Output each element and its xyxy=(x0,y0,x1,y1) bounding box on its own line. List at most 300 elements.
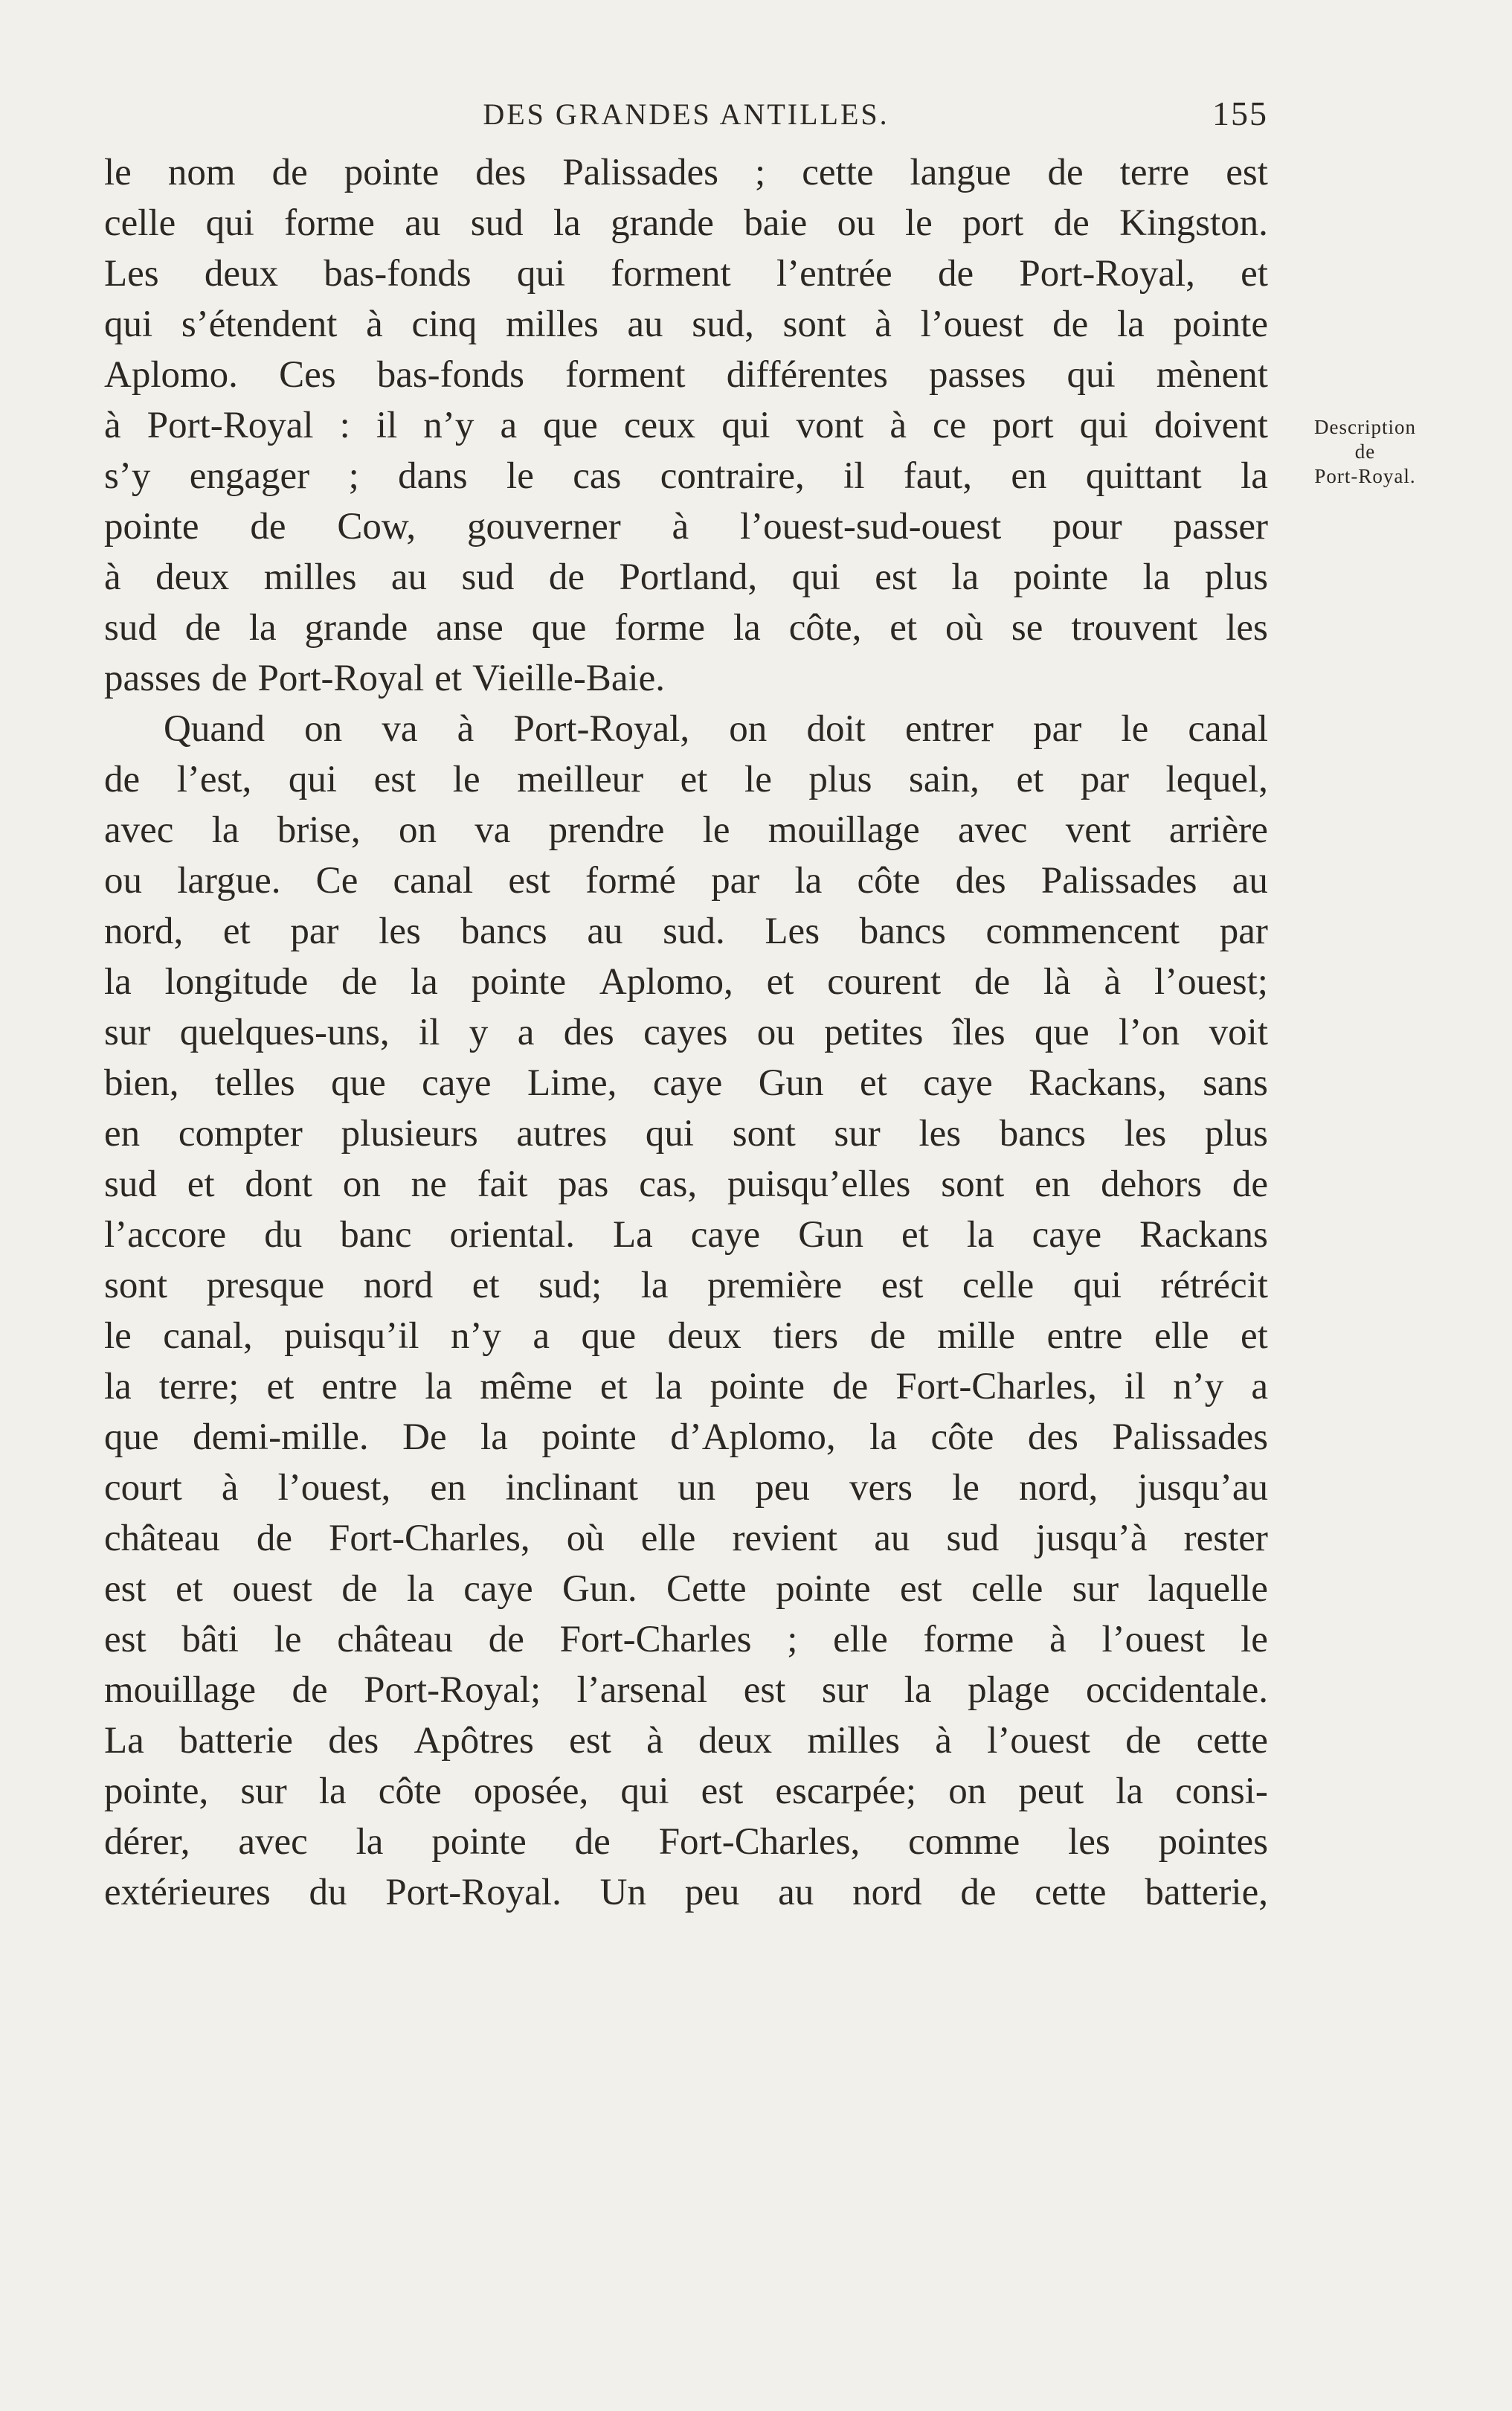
word: est xyxy=(373,759,416,800)
word: Palissades xyxy=(1040,860,1197,902)
word: mouillage xyxy=(768,809,920,851)
word: jusqu’à xyxy=(1035,1518,1148,1559)
word: sur xyxy=(821,1669,869,1711)
word: celle xyxy=(962,1265,1035,1306)
word: le xyxy=(1241,1619,1268,1660)
text-line xyxy=(104,198,1268,248)
word: peu xyxy=(755,1467,810,1509)
word: batterie xyxy=(179,1720,293,1762)
word: dans xyxy=(398,455,468,497)
word: la xyxy=(425,1366,453,1407)
word: sud. xyxy=(663,911,725,952)
text-line xyxy=(104,1260,1268,1311)
word: côte xyxy=(930,1416,994,1458)
word: des xyxy=(1027,1416,1078,1458)
word: la xyxy=(1116,304,1145,345)
word: cas, xyxy=(639,1163,698,1205)
text-line xyxy=(104,451,1268,501)
word: Gun xyxy=(758,1062,824,1104)
word: canal xyxy=(393,860,474,902)
word: l’ouest xyxy=(920,304,1024,345)
running-head xyxy=(104,91,1268,135)
word: et xyxy=(599,1366,628,1407)
word: forment xyxy=(611,253,731,295)
word: deux xyxy=(698,1720,773,1762)
word: Palissades xyxy=(1112,1416,1268,1458)
word: Les xyxy=(104,253,159,295)
word: la xyxy=(966,1214,994,1256)
word: le xyxy=(904,202,933,244)
word: forment xyxy=(565,354,686,396)
word: grande xyxy=(304,607,408,649)
word: le xyxy=(702,809,730,851)
text-line xyxy=(104,400,1268,451)
word: est xyxy=(701,1770,744,1812)
word: jusqu’au xyxy=(1137,1467,1268,1509)
word: Port-Royal xyxy=(147,405,314,446)
word: commencent xyxy=(985,911,1180,952)
text-line xyxy=(104,1210,1268,1260)
word: anse xyxy=(436,607,504,649)
text-line xyxy=(104,805,1268,855)
word: la xyxy=(104,1366,132,1407)
word: Fort-Charles xyxy=(559,1619,752,1660)
word: que xyxy=(331,1062,386,1104)
word: nord xyxy=(852,1872,922,1913)
word: en xyxy=(1035,1163,1071,1205)
word: au xyxy=(874,1518,910,1559)
word: bas-fonds xyxy=(324,253,472,295)
word: de xyxy=(211,658,248,699)
text-line xyxy=(104,704,1268,754)
word: cayes xyxy=(643,1012,728,1053)
word: gouverner xyxy=(466,506,621,548)
word: fait xyxy=(477,1163,528,1205)
word: est xyxy=(900,1568,942,1610)
word: de xyxy=(574,1821,611,1863)
word: par xyxy=(290,911,339,952)
word: meilleur xyxy=(517,759,644,800)
word: voit xyxy=(1209,1012,1268,1053)
word: milles xyxy=(263,556,357,598)
word: Rackans xyxy=(1139,1214,1268,1256)
word: il xyxy=(843,455,865,497)
word: de xyxy=(256,1518,292,1559)
word: et xyxy=(266,1366,295,1407)
word: que xyxy=(581,1315,637,1357)
text-line xyxy=(104,957,1268,1007)
word: la xyxy=(733,607,761,649)
word: côte xyxy=(857,860,921,902)
word: inclinant xyxy=(505,1467,639,1509)
word: la xyxy=(794,860,823,902)
word: Vieille-Baie. xyxy=(472,658,666,699)
word: passes xyxy=(929,354,1026,396)
word: mille xyxy=(937,1315,1016,1357)
word: sud xyxy=(104,1163,157,1205)
word: à xyxy=(457,708,474,750)
text-line xyxy=(104,1766,1268,1817)
text-line xyxy=(104,1665,1268,1715)
text-line xyxy=(104,1564,1268,1614)
word: extérieures xyxy=(104,1872,271,1913)
word: de xyxy=(341,961,378,1003)
word: que xyxy=(543,405,598,446)
word: De xyxy=(402,1416,447,1458)
word: est xyxy=(743,1669,786,1711)
word: au xyxy=(390,556,428,598)
word: sont xyxy=(104,1265,168,1306)
word: sud xyxy=(104,607,157,649)
word: à xyxy=(875,304,892,345)
word: plusieurs xyxy=(341,1113,478,1155)
word: presque xyxy=(206,1265,325,1306)
word: sont xyxy=(941,1163,1005,1205)
word: Port-Royal; xyxy=(364,1669,541,1711)
word: Ces xyxy=(279,354,336,396)
text-line xyxy=(104,350,1268,400)
word: oriental. xyxy=(449,1214,575,1256)
word: dérer, xyxy=(104,1821,190,1863)
word: oposée, xyxy=(473,1770,589,1812)
word: Fort-Charles, xyxy=(658,1821,860,1863)
word: consi- xyxy=(1175,1770,1268,1812)
word: doit xyxy=(806,708,866,750)
word: vers xyxy=(849,1467,913,1509)
word: autres xyxy=(516,1113,608,1155)
word: Cow, xyxy=(337,506,416,548)
word: qui xyxy=(516,253,566,295)
word: d’Aplomo, xyxy=(670,1416,836,1458)
word: on xyxy=(398,809,437,851)
word: langue xyxy=(910,152,1011,193)
word: rétrécit xyxy=(1160,1265,1268,1306)
word: Un xyxy=(599,1872,646,1913)
word: pointe xyxy=(1173,304,1268,345)
word: Gun. xyxy=(562,1568,637,1610)
word: caye xyxy=(1032,1214,1102,1256)
word: banc xyxy=(340,1214,412,1256)
word: la xyxy=(406,1568,434,1610)
word: de xyxy=(104,759,141,800)
word: la xyxy=(248,607,277,649)
word: quittant xyxy=(1085,455,1202,497)
word: pour xyxy=(1052,506,1122,548)
word: peu xyxy=(684,1872,740,1913)
word: est xyxy=(104,1619,147,1660)
word: de xyxy=(292,1669,328,1711)
word: pas xyxy=(558,1163,609,1205)
word: le xyxy=(104,1315,132,1357)
word: y xyxy=(469,1012,489,1053)
text-line xyxy=(104,1007,1268,1058)
word: comme xyxy=(908,1821,1020,1863)
word: a xyxy=(1251,1366,1268,1407)
word: puisqu’elles xyxy=(727,1163,911,1205)
word: Port-Royal, xyxy=(1019,253,1195,295)
word: Port-Royal. xyxy=(385,1872,562,1913)
word: lequel, xyxy=(1165,759,1268,800)
word: Port-Royal xyxy=(257,658,425,699)
word: sud xyxy=(946,1518,1000,1559)
word: le xyxy=(1121,708,1149,750)
word: nord xyxy=(363,1265,434,1306)
word: caye xyxy=(690,1214,761,1256)
word: l’est, xyxy=(176,759,252,800)
word: cette xyxy=(802,152,874,193)
word: bâti xyxy=(181,1619,239,1660)
word: et xyxy=(222,911,251,952)
word: demi-mille. xyxy=(193,1416,369,1458)
text-line xyxy=(104,1715,1268,1766)
word: l’ouest, xyxy=(277,1467,391,1509)
margin-note-line: de xyxy=(1354,440,1376,463)
text-line xyxy=(104,1159,1268,1210)
word: elle xyxy=(1154,1315,1209,1357)
word: de xyxy=(1052,304,1089,345)
word: canal, xyxy=(163,1315,253,1357)
word: sud xyxy=(461,556,515,598)
word: ouest xyxy=(232,1568,312,1610)
text-line xyxy=(104,147,1268,198)
word: du xyxy=(309,1872,347,1913)
word: nom xyxy=(167,152,236,193)
word: Gun xyxy=(798,1214,864,1256)
word: est xyxy=(104,1568,147,1610)
word: la xyxy=(318,1770,347,1812)
word: à xyxy=(672,506,689,548)
word: qui xyxy=(1072,1265,1122,1306)
word: qui xyxy=(104,304,153,345)
word: et xyxy=(859,1062,887,1104)
word: côte xyxy=(378,1770,442,1812)
word: longitude xyxy=(164,961,309,1003)
word: tiers xyxy=(773,1315,839,1357)
word: qui xyxy=(288,759,337,800)
word: deux xyxy=(667,1315,741,1357)
word: revient xyxy=(732,1518,838,1559)
word: de xyxy=(184,607,221,649)
body-text xyxy=(104,147,1268,1918)
word: va xyxy=(382,708,418,750)
word: pointe xyxy=(344,152,440,193)
word: cette xyxy=(1035,1872,1107,1913)
word: les xyxy=(1068,1821,1110,1863)
word: et xyxy=(434,658,463,699)
word: occidentale. xyxy=(1086,1669,1268,1711)
word: sont xyxy=(732,1113,796,1155)
word: avec xyxy=(238,1821,308,1863)
word: au xyxy=(1232,860,1268,902)
word: la xyxy=(869,1416,897,1458)
word: de xyxy=(250,506,286,548)
word: que xyxy=(104,1416,159,1458)
word: contraire, xyxy=(660,455,805,497)
word: la xyxy=(356,1821,384,1863)
word: première xyxy=(707,1265,843,1306)
word: sud; xyxy=(538,1265,602,1306)
word: Cette xyxy=(666,1568,747,1610)
word: où xyxy=(945,607,984,649)
word: cas xyxy=(573,455,622,497)
word: sur xyxy=(1072,1568,1119,1610)
word: qui xyxy=(205,202,254,244)
margin-note xyxy=(1285,415,1445,489)
word: entrer xyxy=(904,708,994,750)
text-line xyxy=(104,1311,1268,1361)
page-number: 155 xyxy=(1212,94,1268,132)
word: et xyxy=(889,607,918,649)
word: l’accore xyxy=(104,1214,227,1256)
word: entre xyxy=(1046,1315,1123,1357)
word: château xyxy=(337,1619,453,1660)
word: Aplomo. xyxy=(104,354,238,396)
text-line xyxy=(104,1412,1268,1463)
word: largue. xyxy=(177,860,281,902)
word: compter xyxy=(178,1113,303,1155)
word: pointe xyxy=(104,506,199,548)
word: s’y xyxy=(104,455,151,497)
word: est xyxy=(875,556,917,598)
word: vont xyxy=(796,405,864,446)
word: milles xyxy=(807,1720,901,1762)
word: de xyxy=(271,152,308,193)
word: la xyxy=(904,1669,932,1711)
word: Fort-Charles, xyxy=(895,1366,1097,1407)
word: quelques-uns, xyxy=(179,1012,390,1053)
word: caye xyxy=(652,1062,723,1104)
text-line xyxy=(104,1463,1268,1513)
word: la xyxy=(480,1416,508,1458)
word: on xyxy=(948,1770,987,1812)
word: ; xyxy=(755,152,766,193)
word: l’ouest xyxy=(987,1720,1090,1762)
word: laquelle xyxy=(1148,1568,1268,1610)
word: qui xyxy=(1067,354,1116,396)
word: La xyxy=(104,1720,144,1762)
word: par xyxy=(1219,911,1268,952)
word: doivent xyxy=(1154,405,1268,446)
word: batterie, xyxy=(1145,1872,1268,1913)
word: pointe xyxy=(710,1366,805,1407)
text-line xyxy=(104,1058,1268,1108)
word: pointe xyxy=(1013,556,1109,598)
word: ; xyxy=(787,1619,798,1660)
word: plus xyxy=(1204,556,1268,598)
text-line xyxy=(104,1614,1268,1665)
word: qui xyxy=(645,1113,695,1155)
word: bancs xyxy=(460,911,547,952)
word: et xyxy=(766,961,794,1003)
word: mouillage xyxy=(104,1669,256,1711)
word: de xyxy=(1053,202,1090,244)
word: vent xyxy=(1065,809,1131,851)
word: on xyxy=(342,1163,381,1205)
word: qui xyxy=(721,405,771,446)
word: Portland, xyxy=(619,556,758,598)
word: prendre xyxy=(548,809,665,851)
word: qui xyxy=(620,1770,669,1812)
word: par xyxy=(1080,759,1129,800)
word: dehors xyxy=(1101,1163,1203,1205)
word: l’on xyxy=(1119,1012,1180,1053)
word: plage xyxy=(968,1669,1050,1711)
word: il xyxy=(376,405,398,446)
word: sur xyxy=(104,1012,151,1053)
word: escarpée; xyxy=(775,1770,917,1812)
word: îles xyxy=(952,1012,1006,1053)
word: sain, xyxy=(909,759,979,800)
word: qui xyxy=(1079,405,1128,446)
word: par xyxy=(1033,708,1082,750)
word: va xyxy=(474,809,511,851)
word: et xyxy=(680,759,708,800)
word: terre; xyxy=(158,1366,239,1407)
text-line xyxy=(104,1867,1268,1918)
word: caye xyxy=(463,1568,533,1610)
word: a xyxy=(517,1012,535,1053)
word: dont xyxy=(245,1163,312,1205)
word: de xyxy=(341,1568,378,1610)
word: à xyxy=(1049,1619,1067,1660)
word: on xyxy=(729,708,768,750)
word: elle xyxy=(640,1518,696,1559)
word: sud, xyxy=(692,304,754,345)
word: caye xyxy=(422,1062,492,1104)
text-line xyxy=(104,1513,1268,1564)
word: et xyxy=(472,1265,500,1306)
word: rester xyxy=(1183,1518,1268,1559)
word: de xyxy=(974,961,1011,1003)
word: en xyxy=(1011,455,1047,497)
word: arrière xyxy=(1168,809,1268,851)
word: passer xyxy=(1173,506,1268,548)
word: à xyxy=(889,405,907,446)
word: Quand xyxy=(164,708,265,750)
word: à xyxy=(935,1720,952,1762)
word: n’y xyxy=(423,405,474,446)
word: a xyxy=(500,405,518,446)
word: qui xyxy=(791,556,840,598)
word: et xyxy=(1241,253,1268,295)
word: a xyxy=(533,1315,550,1357)
word: cette xyxy=(1196,1720,1268,1762)
word: de xyxy=(832,1366,869,1407)
word: à xyxy=(646,1720,663,1762)
word: puisqu’il xyxy=(284,1315,419,1357)
word: pointes xyxy=(1158,1821,1268,1863)
word: n’y xyxy=(1173,1366,1224,1407)
word: sans xyxy=(1203,1062,1268,1104)
word: Ce xyxy=(315,860,358,902)
word: l’entrée xyxy=(776,253,892,295)
word: que xyxy=(1034,1012,1090,1053)
word: peut xyxy=(1018,1770,1084,1812)
word: avec xyxy=(958,809,1028,851)
word: plus xyxy=(1204,1113,1268,1155)
word: là xyxy=(1043,961,1071,1003)
word: deux xyxy=(155,556,230,598)
word: à xyxy=(1104,961,1122,1003)
word: s’étendent xyxy=(181,304,338,345)
word: Palissades xyxy=(562,152,718,193)
word: à xyxy=(104,556,121,598)
word: La xyxy=(612,1214,653,1256)
word: des xyxy=(328,1720,379,1762)
word: le xyxy=(104,152,132,193)
word: au xyxy=(587,911,623,952)
margin-note-line: Port-Royal. xyxy=(1314,465,1416,487)
